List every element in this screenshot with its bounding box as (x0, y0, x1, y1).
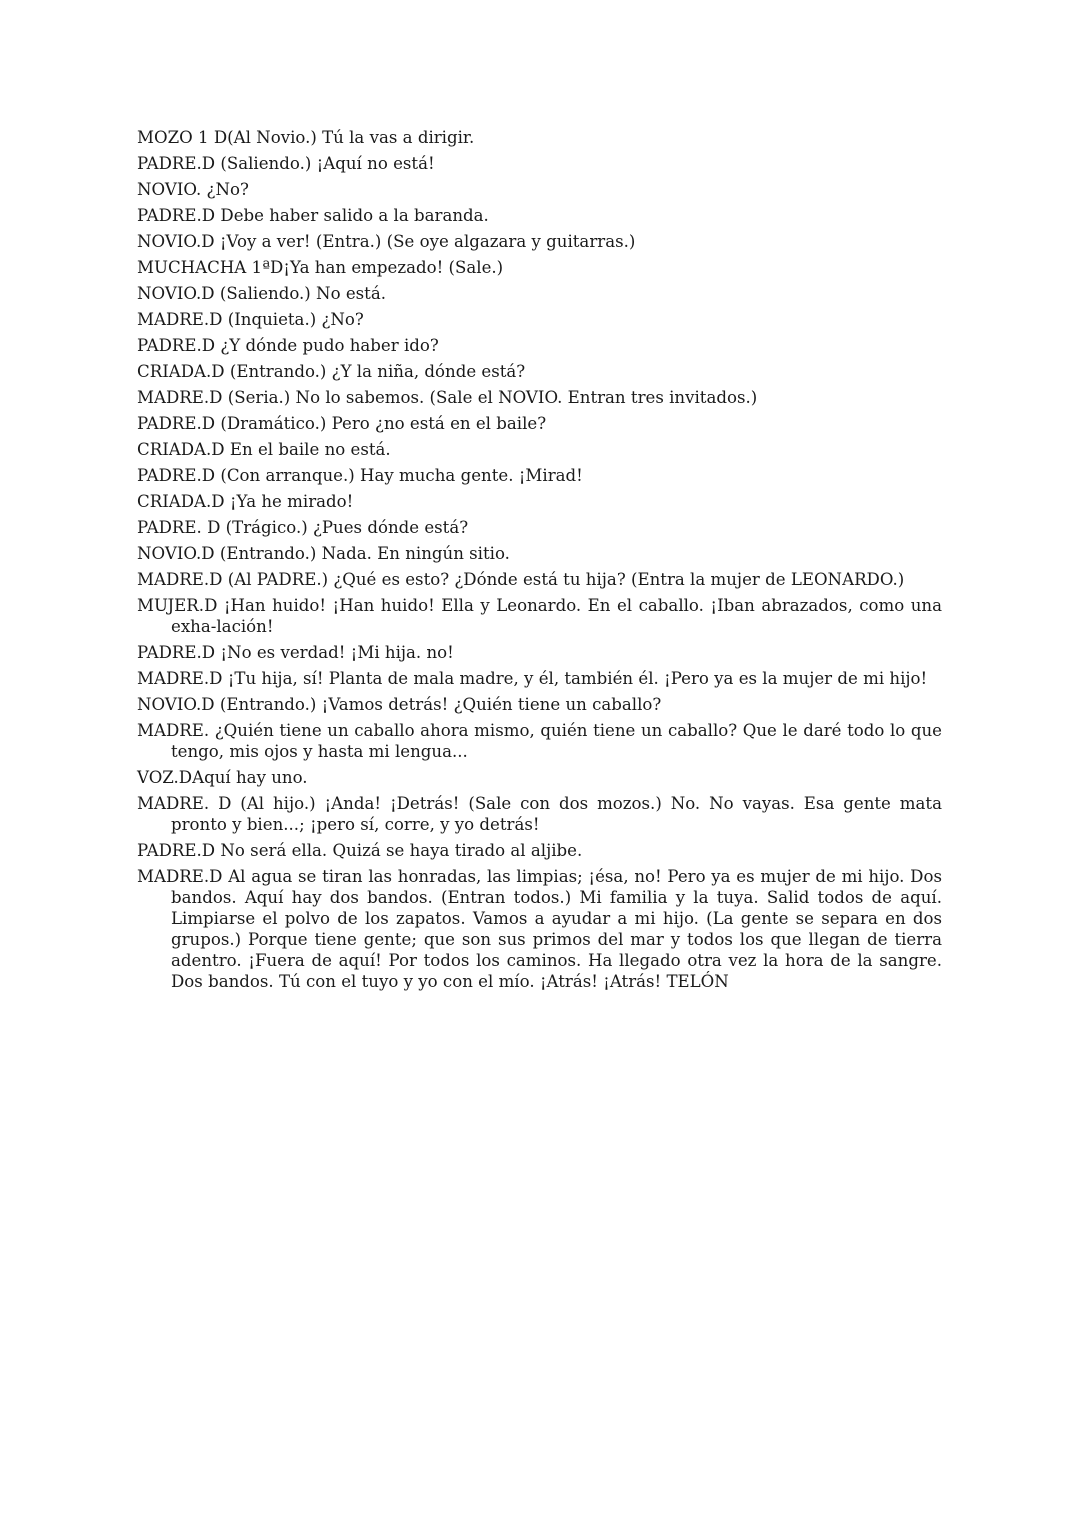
dialogue-line: MADRE. ¿Quién tiene un caballo ahora mismo, quién tiene un caballo? Que le daré todo lo que tengo, mis ojos y hasta mi lengua... (137, 721, 942, 761)
dialogue-line: PADRE.D (Con arranque.) Hay mucha gente. ¡Mirad! (137, 466, 583, 485)
dialogue-line: MOZO 1 D(Al Novio.) Tú la vas a dirigir. (137, 128, 475, 147)
dialogue-line: MADRE.D (Seria.) No lo sabemos. (Sale el NOVIO. Entran tres invitados.) (137, 388, 758, 407)
dialogue-line: PADRE.D (Saliendo.) ¡Aquí no está! (137, 154, 435, 173)
dialogue-line: CRIADA.D (Entrando.) ¿Y la niña, dónde está? (137, 362, 526, 381)
dialogue-line: NOVIO.D (Entrando.) Nada. En ningún sitio. (137, 544, 510, 563)
dialogue-line: MADRE. D (Al hijo.) ¡Anda! ¡Detrás! (Sale con dos mozos.) No. No vayas. Esa gente mata pronto y bien...; ¡pero sí, corre, y yo detrás! (137, 794, 942, 834)
dialogue-line: NOVIO. ¿No? (137, 180, 249, 199)
dialogue-line: MUJER.D ¡Han huido! ¡Han huido! Ella y Leonardo. En el caballo. ¡Iban abrazados, como una exha-lación! (137, 596, 942, 636)
dialogue-line: CRIADA.D En el baile no está. (137, 440, 391, 459)
dialogue-line: PADRE. D (Trágico.) ¿Pues dónde está? (137, 518, 469, 537)
dialogue-line: PADRE.D ¡No es verdad! ¡Mi hija. no! (137, 643, 454, 662)
dialogue-line: MADRE.D ¡Tu hija, sí! Planta de mala madre, y él, también él. ¡Pero ya es la mujer de mi hijo! (137, 669, 928, 688)
dialogue-line: MADRE.D (Al PADRE.) ¿Qué es esto? ¿Dónde está tu hija? (Entra la mujer de LEONARDO.) (137, 570, 905, 589)
document-page (137, 127, 942, 997)
dialogue-line: CRIADA.D ¡Ya he mirado! (137, 492, 354, 511)
dialogue-line-final: MADRE.D Al agua se tiran las honradas, las limpias; ¡ésa, no! Pero ya es mujer de mi hijo. Dos bandos. Aquí hay dos bandos. (Entran todos.) Mi familia y la tuya. Salid todos de aquí. Limpiarse el polvo de los zapatos. Vamos a ayudar a mi hijo. (La gente se separa en dos grupos.) Porque tiene gente; que son sus primos del mar y todos los que llegan de tierra adentro. ¡Fuera de aquí! Por todos los caminos. Ha llegado otra vez la hora de la sangre. Dos bandos. Tú con el tuyo y yo con el mío. ¡Atrás! ¡Atrás! TELÓN (137, 867, 942, 991)
dialogue-line: PADRE.D ¿Y dónde pudo haber ido? (137, 336, 439, 355)
dialogue-line: NOVIO.D (Entrando.) ¡Vamos detrás! ¿Quién tiene un caballo? (137, 695, 662, 714)
dialogue-line: MADRE.D (Inquieta.) ¿No? (137, 310, 364, 329)
dialogue-line: NOVIO.D ¡Voy a ver! (Entra.) (Se oye algazara y guitarras.) (137, 232, 636, 251)
dialogue-line: NOVIO.D (Saliendo.) No está. (137, 284, 387, 303)
dialogue-line: VOZ.DAquí hay uno. (137, 768, 308, 787)
dialogue-line: PADRE.D Debe haber salido a la baranda. (137, 206, 489, 225)
dialogue-line: PADRE.D No será ella. Quizá se haya tirado al aljibe. (137, 841, 583, 860)
dialogue-line: PADRE.D (Dramático.) Pero ¿no está en el baile? (137, 414, 547, 433)
dialogue-line: MUCHACHA 1ªD¡Ya han empezado! (Sale.) (137, 258, 504, 277)
